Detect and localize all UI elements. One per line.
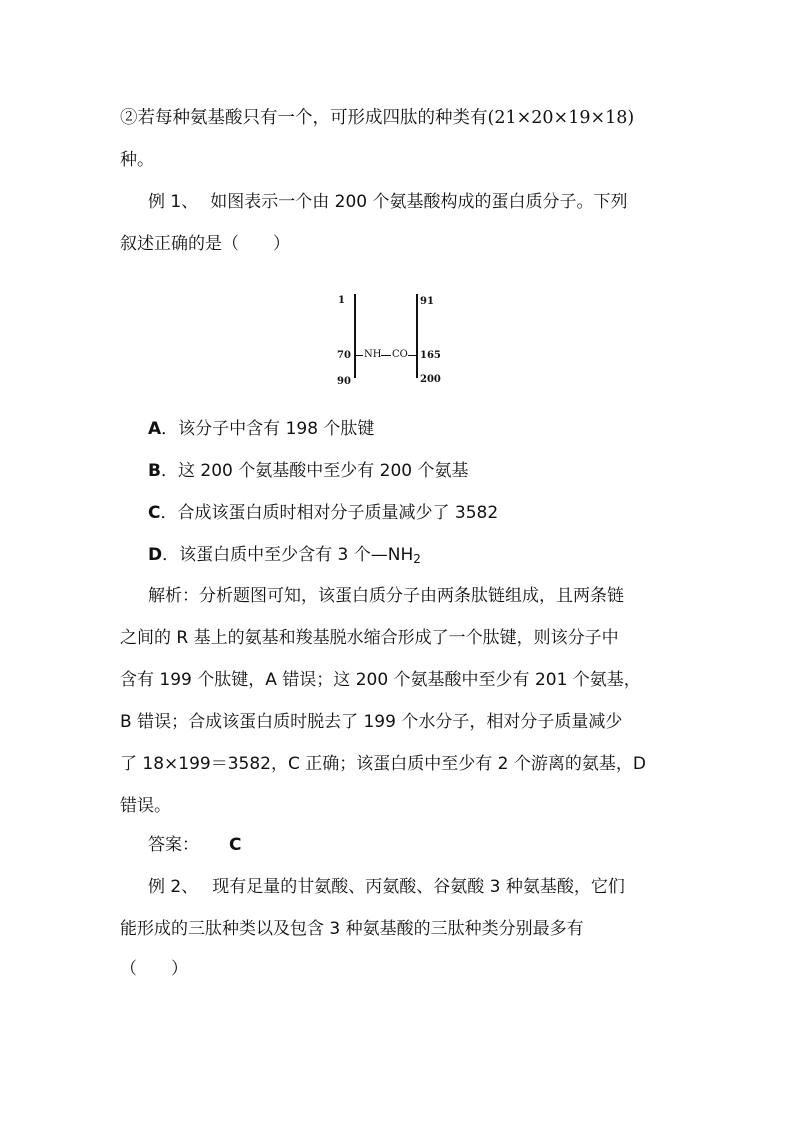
analysis-line-2: 之间的 R 基上的氨基和羧基脱水缩合形成了一个肽键，则该分子中 (120, 628, 619, 648)
bond-co-label: CO (392, 349, 408, 360)
chain-right-end-label: 200 (420, 374, 441, 385)
peptide-chain-right (416, 294, 418, 378)
bond-line-middle (381, 355, 391, 356)
bond-nh-label: NH (364, 349, 382, 360)
example1-stem-line-1 (148, 181, 708, 223)
chain-left-end-label: 90 (337, 376, 351, 387)
example2-label: 例 2、 (148, 877, 199, 897)
option-a (148, 418, 374, 440)
chain-left-start-label: 1 (338, 295, 345, 306)
option-c-letter: C (148, 503, 161, 523)
answer-value: C (229, 835, 242, 855)
option-c-text: ．合成该蛋白质时相对分子质量减少了 3582 (160, 503, 499, 523)
option-a-text: ．该分子中含有 198 个肽键 (161, 419, 375, 439)
option-b-letter: B (148, 461, 161, 481)
example2-stem-line-3: （ ） (120, 959, 188, 979)
option-d-text: ．该蛋白质中至少含有 3 个—NH (162, 545, 414, 565)
answer-label: 答案： (148, 835, 199, 855)
option-d-letter: D (148, 545, 163, 565)
example1-label: 例 1、 (148, 192, 199, 212)
analysis-line-3: 含有 199 个肽键，A 错误；这 200 个氨基酸中至少有 201 个氨基， (120, 670, 641, 690)
bond-line-right (408, 355, 416, 356)
intro-line-1: ②若每种氨基酸只有一个，可形成四肽的种类有(21×20×19×18) (120, 108, 635, 128)
option-d-subscript: 2 (413, 552, 421, 566)
option-b (148, 460, 468, 482)
example1-stem-text: 如图表示一个由 200 个氨基酸构成的蛋白质分子。下列 (210, 192, 628, 212)
chain-right-start-label: 91 (420, 296, 434, 307)
example1-stem-line-2: 叙述正确的是（ ） (120, 234, 290, 254)
analysis-line-1: 解析：分析题图可知，该蛋白质分子由两条肽链组成，且两条链 (148, 586, 624, 606)
option-b-text: ．这 200 个氨基酸中至少有 200 个氨基 (160, 461, 469, 481)
chain-left-mid-label: 70 (337, 350, 351, 361)
example2-stem-line-2: 能形成的三肽种类以及包含 3 种氨基酸的三肽种类分别最多有 (120, 919, 584, 939)
option-c (148, 502, 498, 524)
option-a-letter: A (148, 419, 162, 439)
analysis-line-6: 错误。 (120, 796, 171, 816)
example2-stem-text: 现有足量的甘氨酸、丙氨酸、谷氨酸 3 种氨基酸，它们 (212, 877, 625, 897)
example2-stem-line-1 (148, 866, 708, 908)
bond-line-left (355, 355, 363, 356)
analysis-line-4: B 错误；合成该蛋白质时脱去了 199 个水分子，相对分子质量减少 (120, 712, 623, 732)
answer-line (148, 824, 708, 866)
peptide-chain-left (354, 294, 356, 378)
option-d (148, 544, 421, 566)
intro-line-2: 种。 (120, 150, 154, 170)
chain-right-mid-label: 165 (420, 350, 441, 361)
analysis-line-5: 了 18×199＝3582，C 正确；该蛋白质中至少有 2 个游离的氨基，D (120, 754, 646, 774)
protein-structure-figure (336, 290, 440, 390)
